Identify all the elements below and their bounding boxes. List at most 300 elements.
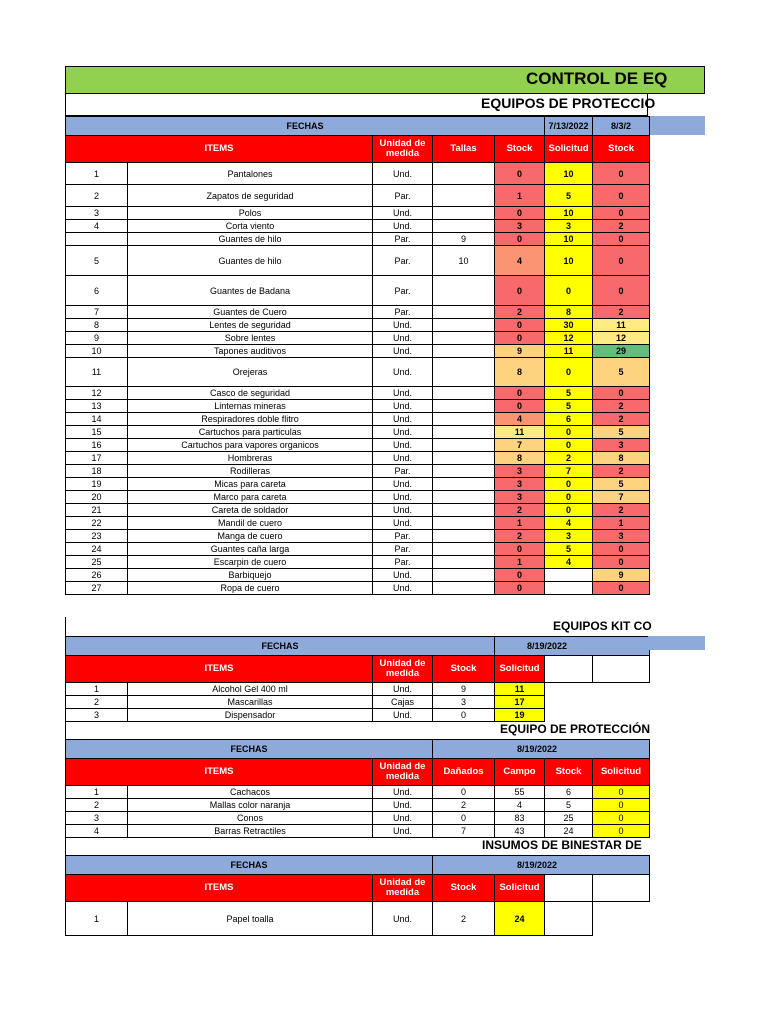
binestar-table [65, 855, 650, 936]
row-solicitud: 0 [593, 799, 650, 812]
row-stock-2: 0 [593, 543, 650, 556]
kit-header-stock: Stock [433, 656, 495, 683]
row-stock-2: 0 [593, 582, 650, 595]
row-solicitud: 0 [545, 276, 593, 306]
row-solicitud: 4 [545, 517, 593, 530]
row-danados: 0 [433, 812, 495, 825]
kit-header-empty-2 [593, 656, 650, 683]
header-stock: Stock [495, 136, 545, 163]
row-stock: 0 [495, 400, 545, 413]
row-solicitud: 5 [545, 185, 593, 207]
row-empty [593, 683, 650, 696]
row-number: 21 [66, 504, 128, 517]
row-solicitud: 30 [545, 319, 593, 332]
row-stock: 0 [495, 319, 545, 332]
row-number: 2 [66, 799, 128, 812]
row-unit: Und. [373, 426, 433, 439]
sheet-title-bar [65, 66, 705, 94]
row-solicitud: 3 [545, 530, 593, 543]
row-unit: Und. [373, 387, 433, 400]
binestar-header-items: ITEMS [66, 875, 373, 902]
row-number: 2 [66, 185, 128, 207]
row-stock-2: 1 [593, 517, 650, 530]
table-row [66, 465, 650, 478]
row-unit: Par. [373, 556, 433, 569]
row-stock: 1 [495, 517, 545, 530]
row-talla: 10 [433, 246, 495, 276]
row-number: 1 [66, 163, 128, 185]
row-solicitud: 7 [545, 465, 593, 478]
row-number: 18 [66, 465, 128, 478]
row-item: Orejeras [128, 358, 373, 387]
row-stock-2: 0 [593, 207, 650, 220]
table-row [66, 426, 650, 439]
row-solicitud [545, 582, 593, 595]
row-solicitud: 3 [545, 220, 593, 233]
row-talla [433, 332, 495, 345]
row-stock-2: 2 [593, 504, 650, 517]
row-talla [433, 426, 495, 439]
table-row [66, 207, 650, 220]
row-talla [433, 306, 495, 319]
table-row [66, 332, 650, 345]
row-stock: 1 [495, 185, 545, 207]
row-number: 1 [66, 683, 128, 696]
kit-fechas-label: FECHAS [66, 637, 495, 656]
table-row [66, 556, 650, 569]
row-solicitud: 0 [593, 812, 650, 825]
row-unit: Und. [373, 799, 433, 812]
row-number: 11 [66, 358, 128, 387]
row-number: 10 [66, 345, 128, 358]
proteccion-fechas-label: FECHAS [66, 740, 433, 759]
row-campo: 55 [495, 786, 545, 799]
date-7-13: 7/13/2022 [545, 117, 593, 136]
row-stock-2: 8 [593, 452, 650, 465]
row-stock: 7 [495, 439, 545, 452]
row-unit: Und. [373, 400, 433, 413]
row-stock-2: 12 [593, 332, 650, 345]
row-empty [593, 902, 650, 936]
row-item: Mallas color naranja [128, 799, 373, 812]
date-8-3: 8/3/2 [593, 117, 650, 136]
row-unit: Und. [373, 582, 433, 595]
row-unit: Par. [373, 530, 433, 543]
proteccion-header-danados: Dañados [433, 759, 495, 786]
row-talla [433, 452, 495, 465]
row-stock-2: 2 [593, 413, 650, 426]
row-stock: 3 [433, 696, 495, 709]
row-number: 6 [66, 276, 128, 306]
proteccion-header-solicitud: Solicitud [593, 759, 650, 786]
row-talla [433, 345, 495, 358]
row-talla [433, 207, 495, 220]
binestar-header-stock: Stock [433, 875, 495, 902]
row-unit: Und. [373, 709, 433, 722]
table-row [66, 683, 650, 696]
row-item: Hombreras [128, 452, 373, 465]
row-talla [433, 556, 495, 569]
row-item: Ropa de cuero [128, 582, 373, 595]
row-unit: Und. [373, 345, 433, 358]
row-stock: 3 [495, 478, 545, 491]
main-body [66, 163, 650, 595]
kit-header-items: ITEMS [66, 656, 373, 683]
table-row [66, 582, 650, 595]
row-solicitud: 2 [545, 452, 593, 465]
row-stock: 4 [495, 413, 545, 426]
row-talla [433, 478, 495, 491]
row-item: Escarpin de cuero [128, 556, 373, 569]
table-row [66, 387, 650, 400]
row-item: Manga de cuero [128, 530, 373, 543]
row-talla [433, 465, 495, 478]
row-item: Zapatos de seguridad [128, 185, 373, 207]
row-solicitud: 0 [545, 478, 593, 491]
kit-fechas-row [66, 637, 650, 656]
row-solicitud: 5 [545, 543, 593, 556]
row-talla [433, 439, 495, 452]
row-talla [433, 517, 495, 530]
row-stock: 3 [495, 220, 545, 233]
row-item: Guantes de Cuero [128, 306, 373, 319]
binestar-section-title: INSUMOS DE BINESTAR DE [482, 838, 642, 852]
row-unit: Und. [373, 683, 433, 696]
row-unit: Par. [373, 246, 433, 276]
row-number: 3 [66, 709, 128, 722]
binestar-header-solicitud: Solicitud [495, 875, 545, 902]
proteccion-section-title: EQUIPO DE PROTECCIÓN [500, 722, 651, 736]
row-danados: 0 [433, 786, 495, 799]
row-number: 4 [66, 220, 128, 233]
row-item: Lentes de seguridad [128, 319, 373, 332]
row-item: Dispensador [128, 709, 373, 722]
row-unit: Und. [373, 220, 433, 233]
proteccion-date: 8/19/2022 [433, 740, 650, 759]
table-row [66, 185, 650, 207]
row-empty [545, 902, 593, 936]
row-unit: Und. [373, 413, 433, 426]
row-empty [593, 696, 650, 709]
row-stock: 9 [495, 345, 545, 358]
row-stock-2: 2 [593, 400, 650, 413]
row-number: 20 [66, 491, 128, 504]
table-row [66, 220, 650, 233]
row-stock-2: 0 [593, 163, 650, 185]
row-unit: Cajas [373, 696, 433, 709]
table-row [66, 491, 650, 504]
binestar-header-empty-2 [593, 875, 650, 902]
row-item: Guantes de hilo [128, 233, 373, 246]
fechas-row [66, 117, 650, 136]
row-unit: Und. [373, 504, 433, 517]
row-stock: 2 [495, 530, 545, 543]
header-stock-2: Stock [593, 136, 650, 163]
row-unit: Par. [373, 185, 433, 207]
row-number: 14 [66, 413, 128, 426]
kit-section-title: EQUIPOS KIT CO [553, 619, 652, 633]
header-items: ITEMS [66, 136, 373, 163]
row-stock-2: 3 [593, 439, 650, 452]
table-row [66, 543, 650, 556]
row-number: 22 [66, 517, 128, 530]
binestar-section-title-row [65, 836, 648, 856]
row-item: Corta viento [128, 220, 373, 233]
row-item: Respiradores doble flitro [128, 413, 373, 426]
table-row [66, 163, 650, 185]
row-talla [433, 504, 495, 517]
kit-header-solicitud: Solicitud [495, 656, 545, 683]
row-stock: 9 [433, 683, 495, 696]
row-item: Marco para careta [128, 491, 373, 504]
row-stock: 0 [495, 543, 545, 556]
row-number: 16 [66, 439, 128, 452]
row-item: Casco de seguridad [128, 387, 373, 400]
row-item: Tapones auditivos [128, 345, 373, 358]
table-row [66, 569, 650, 582]
row-talla [433, 185, 495, 207]
row-stock-2: 0 [593, 556, 650, 569]
binestar-fechas-row [66, 856, 650, 875]
row-stock-2: 0 [593, 185, 650, 207]
table-row [66, 413, 650, 426]
row-item: Sobre lentes [128, 332, 373, 345]
row-stock-2: 5 [593, 358, 650, 387]
table-row [66, 345, 650, 358]
kit-table [65, 636, 650, 722]
row-stock: 8 [495, 452, 545, 465]
row-solicitud: 5 [545, 387, 593, 400]
row-campo: 83 [495, 812, 545, 825]
row-unit: Und. [373, 812, 433, 825]
row-number: 3 [66, 207, 128, 220]
row-stock: 0 [495, 233, 545, 246]
row-number: 1 [66, 902, 128, 936]
fechas-label: FECHAS [66, 117, 545, 136]
table-row [66, 452, 650, 465]
row-unit: Und. [373, 319, 433, 332]
proteccion-body [66, 786, 650, 838]
row-campo: 43 [495, 825, 545, 838]
row-stock: 11 [495, 426, 545, 439]
row-solicitud: 10 [545, 246, 593, 276]
row-stock: 0 [495, 332, 545, 345]
row-stock-2: 11 [593, 319, 650, 332]
row-stock-2: 9 [593, 569, 650, 582]
table-row [66, 812, 650, 825]
row-unit: Par. [373, 306, 433, 319]
row-stock-2: 0 [593, 246, 650, 276]
row-number: 15 [66, 426, 128, 439]
table-row [66, 517, 650, 530]
subtitle-row [65, 94, 656, 116]
table-row [66, 530, 650, 543]
table-row [66, 246, 650, 276]
proteccion-header-row [66, 759, 650, 786]
table-row [66, 400, 650, 413]
binestar-header-row [66, 875, 650, 902]
row-item: Cartuchos para vapores organicos [128, 439, 373, 452]
table-row [66, 276, 650, 306]
row-item: Papel toalla [128, 902, 373, 936]
binestar-header-unidad: Unidad de medida [373, 875, 433, 902]
row-empty [545, 683, 593, 696]
row-stock: 5 [545, 799, 593, 812]
row-number: 4 [66, 825, 128, 838]
row-solicitud: 0 [545, 426, 593, 439]
row-talla [433, 530, 495, 543]
row-stock: 0 [495, 582, 545, 595]
row-number: 5 [66, 246, 128, 276]
row-number: 1 [66, 786, 128, 799]
row-item: Cachacos [128, 786, 373, 799]
header-solicitud: Solicitud [545, 136, 593, 163]
row-stock: 1 [495, 556, 545, 569]
row-talla [433, 220, 495, 233]
row-talla [433, 400, 495, 413]
row-number: 12 [66, 387, 128, 400]
table-row [66, 233, 650, 246]
row-item: Rodilleras [128, 465, 373, 478]
row-solicitud: 0 [593, 825, 650, 838]
sheet-title: CONTROL DE EQ [526, 69, 668, 88]
row-solicitud: 10 [545, 207, 593, 220]
row-danados: 2 [433, 799, 495, 812]
row-unit: Und. [373, 786, 433, 799]
row-solicitud: 19 [495, 709, 545, 722]
row-empty [545, 696, 593, 709]
row-solicitud: 0 [593, 786, 650, 799]
kit-header-row [66, 656, 650, 683]
kit-header-unidad: Unidad de medida [373, 656, 433, 683]
row-solicitud: 10 [545, 233, 593, 246]
row-stock-2: 0 [593, 276, 650, 306]
row-stock-2: 2 [593, 465, 650, 478]
row-solicitud: 4 [545, 556, 593, 569]
proteccion-section-title-row [65, 720, 651, 740]
row-item: Barbiquejo [128, 569, 373, 582]
row-number: 19 [66, 478, 128, 491]
row-talla [433, 543, 495, 556]
row-number: 23 [66, 530, 128, 543]
row-number: 25 [66, 556, 128, 569]
header-row [66, 136, 650, 163]
row-item: Alcohol Gel 400 ml [128, 683, 373, 696]
row-stock-2: 2 [593, 306, 650, 319]
row-number: 8 [66, 319, 128, 332]
row-item: Polos [128, 207, 373, 220]
row-stock-2: 2 [593, 220, 650, 233]
row-unit: Par. [373, 465, 433, 478]
row-number: 3 [66, 812, 128, 825]
row-unit: Par. [373, 276, 433, 306]
subtitle: EQUIPOS DE PROTECCIO [481, 95, 656, 111]
row-solicitud: 11 [495, 683, 545, 696]
row-stock: 0 [495, 276, 545, 306]
kit-date: 8/19/2022 [495, 637, 650, 656]
table-row [66, 696, 650, 709]
row-danados: 7 [433, 825, 495, 838]
table-row [66, 786, 650, 799]
row-unit: Und. [373, 478, 433, 491]
row-number: 7 [66, 306, 128, 319]
row-solicitud: 10 [545, 163, 593, 185]
row-talla [433, 569, 495, 582]
row-number: 24 [66, 543, 128, 556]
row-stock-2: 0 [593, 233, 650, 246]
header-tallas: Tallas [433, 136, 495, 163]
header-extension [648, 116, 705, 135]
row-stock: 2 [495, 306, 545, 319]
row-solicitud: 6 [545, 413, 593, 426]
row-item: Guantes de Badana [128, 276, 373, 306]
table-row [66, 306, 650, 319]
proteccion-header-stock: Stock [545, 759, 593, 786]
row-stock-2: 5 [593, 426, 650, 439]
row-solicitud: 0 [545, 358, 593, 387]
row-unit: Und. [373, 902, 433, 936]
row-item: Barras Retractiles [128, 825, 373, 838]
row-number: 27 [66, 582, 128, 595]
row-item: Mandil de cuero [128, 517, 373, 530]
kit-section-title-row [65, 617, 652, 637]
row-talla [433, 413, 495, 426]
row-talla [433, 491, 495, 504]
proteccion-header-items: ITEMS [66, 759, 373, 786]
row-stock-2: 5 [593, 478, 650, 491]
row-stock: 24 [545, 825, 593, 838]
row-stock: 4 [495, 246, 545, 276]
row-item: Conos [128, 812, 373, 825]
row-number: 17 [66, 452, 128, 465]
binestar-fechas-label: FECHAS [66, 856, 433, 875]
table-row [66, 478, 650, 491]
row-unit: Und. [373, 207, 433, 220]
kit-header-empty-1 [545, 656, 593, 683]
row-item: Mascarillas [128, 696, 373, 709]
row-stock: 3 [495, 465, 545, 478]
row-solicitud: 24 [495, 902, 545, 936]
row-talla [433, 163, 495, 185]
row-talla [433, 358, 495, 387]
row-number [66, 233, 128, 246]
row-unit: Und. [373, 452, 433, 465]
row-item: Guantes caña larga [128, 543, 373, 556]
table-row [66, 439, 650, 452]
row-stock: 0 [495, 387, 545, 400]
row-solicitud: 17 [495, 696, 545, 709]
header-unidad: Unidad de medida [373, 136, 433, 163]
row-unit: Und. [373, 569, 433, 582]
row-stock: 2 [433, 902, 495, 936]
row-unit: Und. [373, 491, 433, 504]
binestar-header-empty-1 [545, 875, 593, 902]
row-stock: 6 [545, 786, 593, 799]
row-solicitud: 0 [545, 439, 593, 452]
row-talla [433, 319, 495, 332]
row-stock: 0 [495, 163, 545, 185]
row-item: Careta de soldador [128, 504, 373, 517]
row-solicitud: 11 [545, 345, 593, 358]
row-solicitud [545, 569, 593, 582]
binestar-date: 8/19/2022 [433, 856, 650, 875]
binestar-body [66, 902, 650, 936]
row-unit: Und. [373, 358, 433, 387]
row-stock-2: 7 [593, 491, 650, 504]
row-stock: 0 [433, 709, 495, 722]
table-row [66, 799, 650, 812]
row-item: Linternas mineras [128, 400, 373, 413]
